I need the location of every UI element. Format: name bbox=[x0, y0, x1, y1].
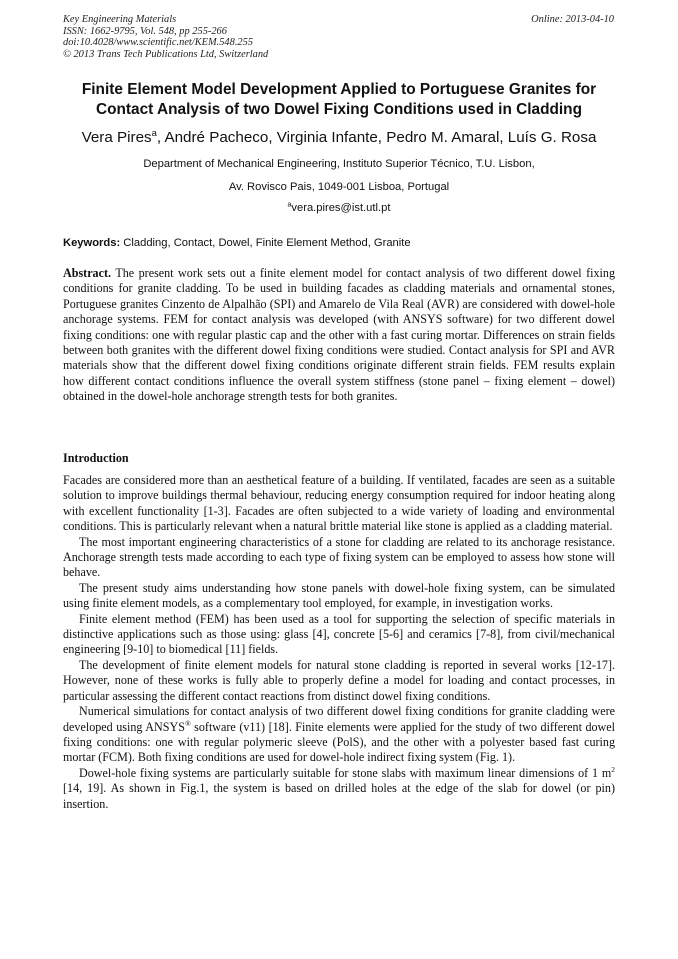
journal-issn: ISSN: 1662-9795, Vol. 548, pp 255-266 bbox=[63, 25, 227, 37]
paragraph-text: [14, 19]. As shown in Fig.1, the system is based on drilled holes at the edge of the slab for dowel (or pin) insertion. bbox=[63, 781, 615, 811]
keywords-text: Cladding, Contact, Dowel, Finite Element Method, Granite bbox=[120, 237, 411, 249]
paper-title-line-2: Contact Analysis of two Dowel Fixing Conditions used in Cladding bbox=[96, 101, 582, 118]
paragraph bbox=[63, 766, 615, 812]
paragraph: The most important engineering characteristics of a stone for cladding are related to its anchorage resistance. Anchorage strength tests made according to each type of fixing system can be employed to assess how stone will behave. bbox=[63, 534, 615, 580]
email-address[interactable]: vera.pires@ist.utl.pt bbox=[291, 202, 391, 214]
keywords bbox=[63, 236, 615, 250]
affiliation-line-2: Av. Rovisco Pais, 1049-001 Lisboa, Portugal bbox=[228, 181, 450, 193]
paragraph: The development of finite element models for natural stone cladding is reported in several works [12-17]. However, none of these works is fully able to properly define a model for loading and contact processes, in particular assessing the different contact reactions from distinct dowel fixing conditions. bbox=[63, 657, 615, 703]
paper-title bbox=[40, 80, 638, 120]
superscript: 2 bbox=[611, 764, 615, 774]
abstract-label: Abstract. bbox=[63, 266, 112, 280]
first-author-affiliation-mark: a bbox=[151, 126, 157, 138]
other-authors: , André Pacheco, Virginia Infante, Pedro M. Amaral, Luís G. Rosa bbox=[156, 129, 597, 146]
registered-mark: ® bbox=[184, 718, 191, 728]
first-author: Vera Pires bbox=[81, 129, 152, 146]
journal-doi[interactable]: doi:10.4028/www.scientific.net/KEM.548.255 bbox=[63, 37, 253, 49]
introduction-body bbox=[63, 473, 615, 812]
abstract-text: The present work sets out a finite element model for contact analysis of two different dowel fixing conditions for granite cladding. To be used in building facades as cladding materials and ornamental stones, Portuguese granites Cinzento de Alpalhão (SPI) and Amarelo de Vila Real (AVR) are considered with dowel-hole anchorage systems. FEM for contact analysis was developed (with ANSYS software) for two different dowel fixing conditions: one with regular plastic cap and the other with a fast curing mortar. Differences on strain fields between both granites with the different dowel fixing conditions were studied. Contact analysis for SPI and AVR materials show that the different dowel fixing conditions originate different strain fields. FEM results explain how different contact conditions influence the overall system stiffness (stone panel – fixing element – dowel) obtained in the dowel-hole anchorage strength tests for both granites. bbox=[63, 266, 615, 404]
paper-title-line-1: Finite Element Model Development Applied to Portuguese Granites for bbox=[81, 81, 597, 98]
journal-copyright: © 2013 Trans Tech Publications Ltd, Switzerland bbox=[63, 48, 269, 60]
email-affiliation-mark: a bbox=[287, 201, 292, 209]
paragraph-text: Numerical simulations for contact analysis of two different dowel fixing conditions for granite cladding were developed using ANSYS bbox=[63, 704, 615, 734]
paragraph: Finite element method (FEM) has been used as a tool for supporting the selection of specific materials in distinctive applications such as those using: glass [4], concrete [5-6] and ceramics [7-8], from civil/mechanical engineering [9-10] to biomedical [11] fields. bbox=[63, 611, 615, 657]
paragraph: Facades are considered more than an aesthetical feature of a building. If ventilated, facades are seen as a suitable solution to improve buildings thermal behaviour, reducing energy consumption required for indoor heating along with excellent functionality [1-3]. Facades are often subjected to a wide variety of loading and environmental conditions. This is particularly relevant when a natural brittle material like stone is applied as a cladding material. bbox=[63, 473, 615, 534]
paragraph bbox=[63, 704, 615, 766]
introduction-heading: Introduction bbox=[63, 451, 129, 465]
journal-name: Key Engineering Materials bbox=[63, 14, 177, 25]
keywords-label: Keywords: bbox=[63, 237, 121, 249]
abstract bbox=[63, 266, 615, 405]
author-email bbox=[40, 201, 638, 215]
online-date: Online: 2013-04-10 bbox=[531, 14, 614, 25]
author-list bbox=[30, 128, 648, 148]
paragraph-text: Dowel-hole fixing systems are particularly suitable for stone slabs with maximum linear dimensions of 1 m bbox=[79, 765, 612, 780]
paragraph-text: software (v11) [18]. Finite elements were applied for the study of two different dowel fixing conditions: one with regular polymeric sleeve (PolS), and the other with a polyester based fast curing mortar (FCM). Both fixing conditions are used for dowel-hole indirect fixing system (Fig. 1). bbox=[63, 719, 616, 765]
journal-header bbox=[63, 14, 268, 60]
affiliation-line-1: Department of Mechanical Engineering, Instituto Superior Técnico, T.U. Lisbon, bbox=[143, 158, 535, 170]
paragraph: The present study aims understanding how stone panels with dowel-hole fixing system, can be simulated using finite element models, as a complementary tool employed, for example, in investigation works. bbox=[63, 580, 615, 611]
